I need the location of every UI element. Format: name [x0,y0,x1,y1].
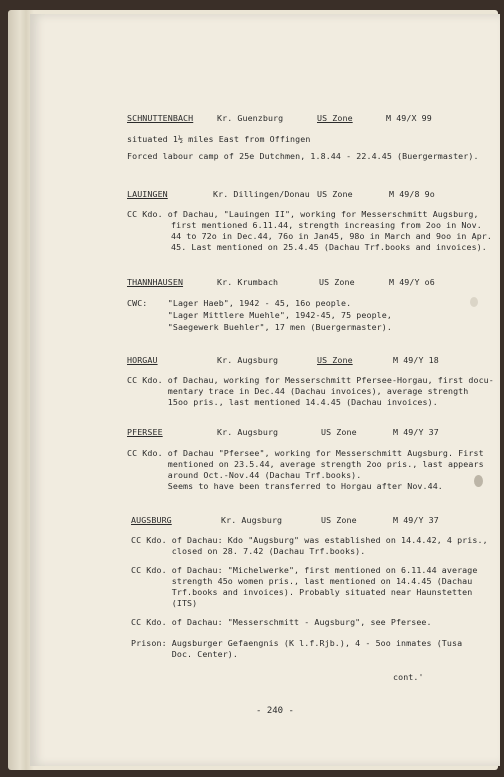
entry-line: Seems to have been transferred to Horgau after Nov.44. [127,481,443,491]
entry-line: Prison: Augsburger Gefaengnis (K l.f.Rjb.), 4 - 5oo inmates (Tusa [131,638,463,648]
entry-line: mentary trace in Dec.44 (Dachau invoices), average strength [127,386,469,396]
entry-line: 44 to 72o in Dec.44, 76o in Jan45, 98o in March and 9oo in Apr. [171,231,492,241]
entry-line: Trf.books and invoices). Probably situated near Haunstetten [131,587,473,597]
entry-line: CC Kdo. of Dachau "Pfersee", working for Messerschmitt Augsburg. First [127,448,484,458]
reference-code: M 49/Y o6 [389,277,435,287]
document-page [30,14,500,766]
entry-line: situated 1½ miles East from Offingen [127,134,311,144]
reference-code: M 49/Y 37 [393,427,439,437]
entry-line: Forced labour camp of 25e Dutchmen, 1.8.44 - 22.4.45 (Buergermaster). [127,151,479,161]
entry-line: first mentioned 6.11.44, strength increasing from 2oo in Nov. [171,220,482,230]
entry-line: "Lager Mittlere Muehle", 1942-45, 75 people, [127,310,392,320]
reference-code: M 49/X 99 [386,113,432,123]
entry-line: CC Kdo. of Dachau: Kdo "Augsburg" was established on 14.4.42, 4 pris., [131,535,488,545]
district: Kr. Augsburg [217,355,279,365]
reference-code: M 49/Y 37 [393,515,439,525]
entry-line: mentioned on 23.5.44, average strength 2oo pris., last appears [127,459,484,469]
place-name: HORGAU [127,355,158,365]
place-name: THANNHAUSEN [127,277,184,287]
place-name: SCHNUTTENBACH [127,113,194,123]
zone: US Zone [317,355,353,365]
place-name: LAUINGEN [127,189,168,199]
entry-line: closed on 28. 7.42 (Dachau Trf.books). [131,546,366,556]
zone: US Zone [321,427,357,437]
paper-stain [474,475,483,487]
district: Kr. Krumbach [217,277,279,287]
district: Kr. Guenzburg [217,113,284,123]
district: Kr. Augsburg [217,427,279,437]
entry-line: CC Kdo. of Dachau: "Michelwerke", first mentioned on 6.11.44 average [131,565,478,575]
zone: US Zone [321,515,357,525]
entry-line: "Saegewerk Buehler", 17 men (Buergermaster). [127,322,392,332]
zone: US Zone [319,277,355,287]
entry-line: CC Kdo. of Dachau, "Lauingen II", working for Messerschmitt Augsburg, [127,209,479,219]
continuation-note: cont.' [393,672,424,682]
entry-line: Doc. Center). [131,649,238,659]
reference-code: M 49/Y 18 [393,355,439,365]
entry-line: 45. Last mentioned on 25.4.45 (Dachau Trf.books and invoices). [171,242,487,252]
district: Kr. Dillingen/Donau [213,189,310,199]
entry-line: 15oo pris., last mentioned 14.4.45 (Dachau invoices). [127,397,438,407]
place-name: AUGSBURG [131,515,172,525]
district: Kr. Augsburg [221,515,283,525]
entry-line: strength 45o women pris., last mentioned on 14.4.45 (Dachau [131,576,473,586]
reference-code: M 49/8 9o [389,189,435,199]
paper-stain [470,297,478,307]
place-name: PFERSEE [127,427,163,437]
zone: US Zone [317,113,353,123]
zone: US Zone [317,189,353,199]
entry-line: CC Kdo. of Dachau, working for Messerschmitt Pfersee-Horgau, first docu- [127,375,494,385]
entry-line: around Oct.-Nov.44 (Dachau Trf.books). [127,470,362,480]
entry-line: (ITS) [131,598,198,608]
entry-line: CC Kdo. of Dachau: "Messerschmitt - Augsburg", see Pfersee. [131,617,432,627]
page-number: - 240 - [256,706,294,716]
entry-line: CWC: "Lager Haeb", 1942 - 45, 16o people. [127,298,352,308]
